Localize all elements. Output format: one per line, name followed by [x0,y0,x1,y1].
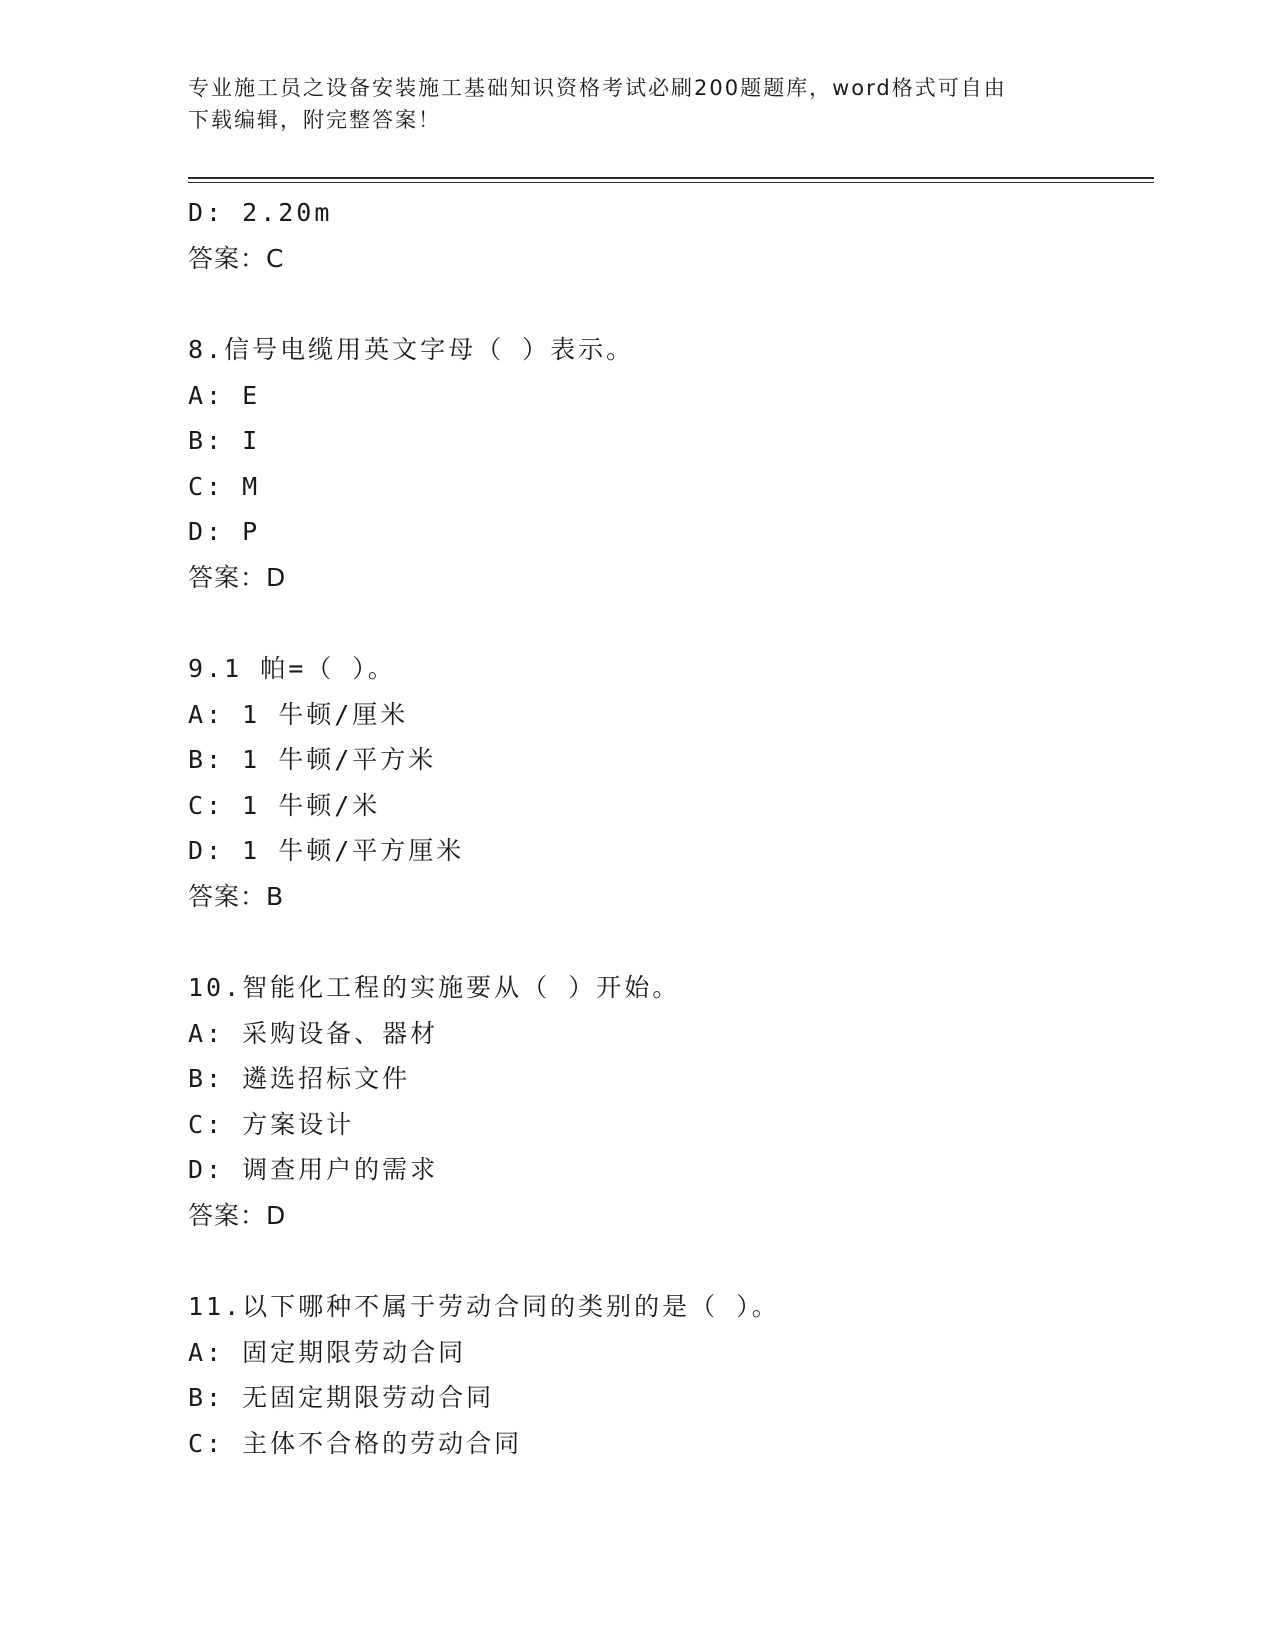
question-stem: 9.1 帕=（ ）。 [188,654,396,683]
option-c: C: 方案设计 [188,1109,355,1139]
option-b: B: 无固定期限劳动合同 [188,1383,495,1412]
question-block-11 [188,1284,1148,1466]
answer-line: 答案：B [188,881,285,911]
option-a: A: 固定期限劳动合同 [188,1337,467,1367]
spacer [188,1238,1148,1284]
option-a: A: 采购设备、器材 [188,1018,439,1048]
option-d: D: 调查用户的需求 [188,1155,439,1184]
question-stem: 10.智能化工程的实施要从（ ）开始。 [188,973,681,1002]
option-c: C: 1 牛顿/米 [188,790,381,820]
option-c: C: M [188,471,261,501]
question-stem: 8.信号电缆用英文字母（ ）表示。 [188,335,635,364]
page-header [188,72,1088,136]
header-title-line-2: 下载编辑，附完整答案！ [188,108,441,132]
header-divider-thin [188,182,1154,183]
spacer [188,600,1148,646]
header-title-line-1: 专业施工员之设备安装施工基础知识资格考试必刷200题题库，word格式可自由 [188,76,1007,100]
option-b: B: 1 牛顿/平方米 [188,745,437,774]
spacer [188,919,1148,965]
option-d: D: 1 牛顿/平方厘米 [188,836,465,865]
question-block-9 [188,646,1148,919]
option-b: B: 遴选招标文件 [188,1064,411,1093]
question-block-8 [188,327,1148,600]
question-block-7-tail [188,190,1148,281]
option-d: D: 2.20m [188,198,333,227]
answer-line: 答案：D [188,562,287,592]
option-d: D: P [188,517,261,546]
option-a: A: 1 牛顿/厘米 [188,699,409,729]
header-divider-thick [188,177,1154,179]
question-stem: 11.以下哪种不属于劳动合同的类别的是（ ）。 [188,1292,780,1321]
question-block-10 [188,965,1148,1238]
option-b: B: I [188,426,261,455]
question-content [188,190,1148,1466]
spacer [188,281,1148,327]
answer-line: 答案：C [188,243,285,273]
option-c: C: 主体不合格的劳动合同 [188,1428,523,1458]
answer-line: 答案：D [188,1200,287,1230]
option-a: A: E [188,380,261,410]
